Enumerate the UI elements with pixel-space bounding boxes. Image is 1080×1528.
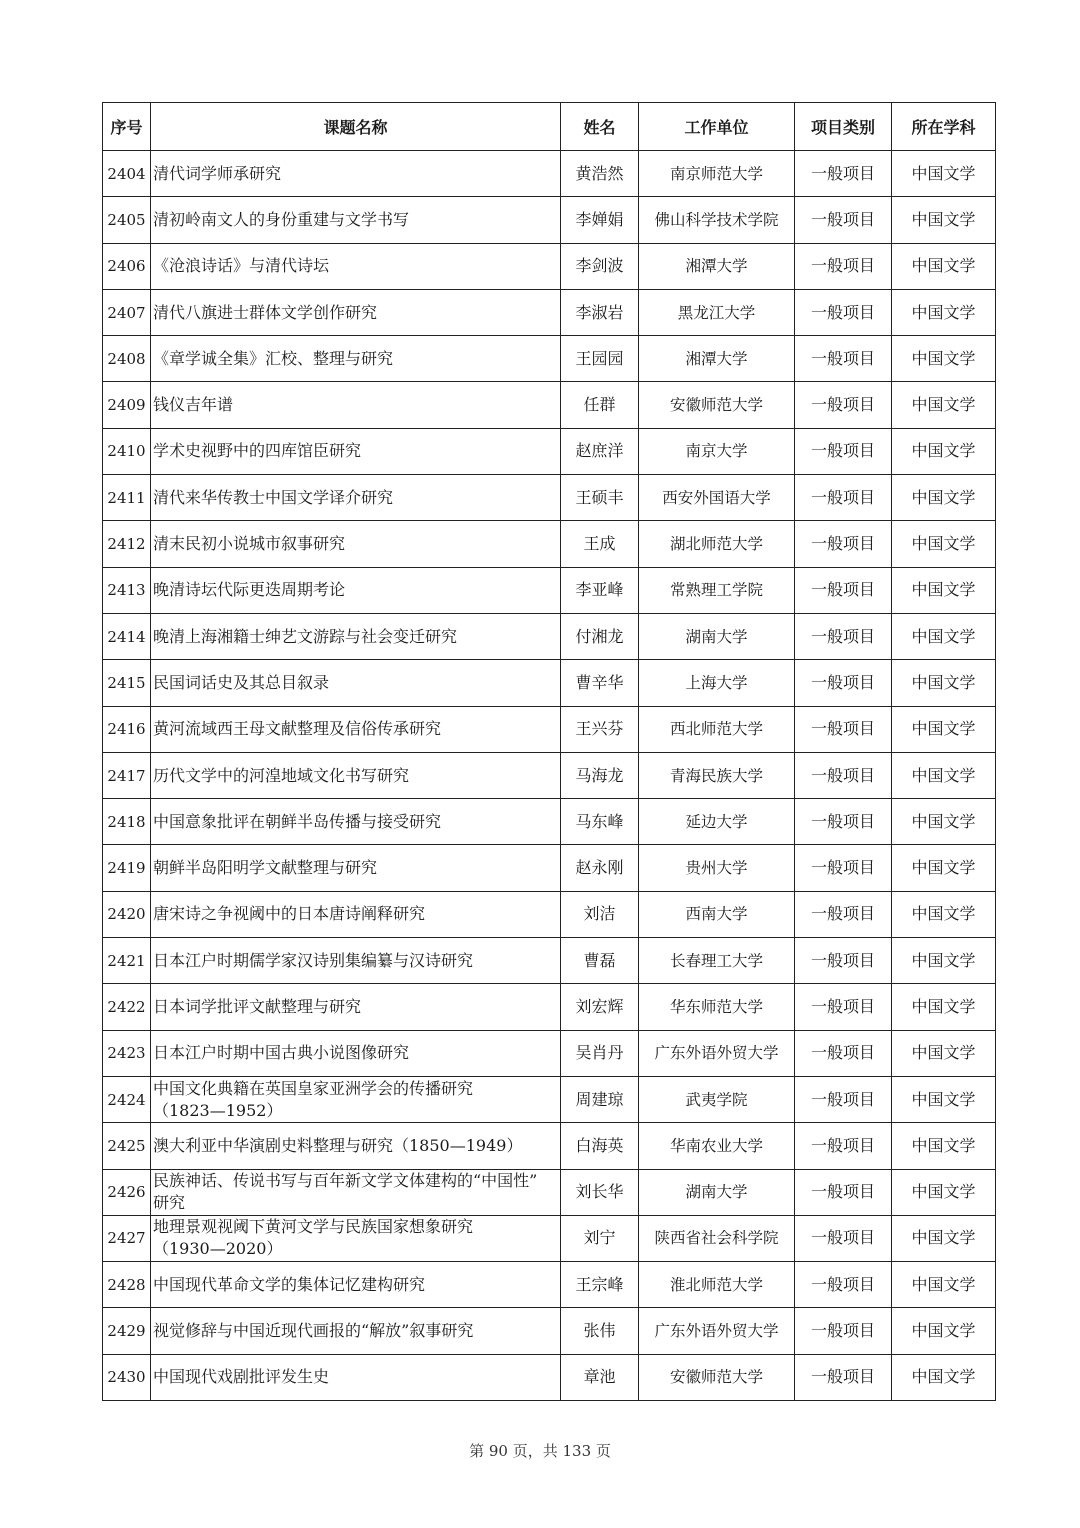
project-type: 一般项目: [795, 243, 892, 289]
project-title: [151, 1308, 561, 1354]
subject-area: 中国文学: [892, 1076, 996, 1122]
project-type: 一般项目: [795, 799, 892, 845]
subject-area: 中国文学: [892, 289, 996, 335]
project-title-line: 中国现代革命文学的集体记忆建构研究: [153, 1274, 426, 1294]
work-unit: 黑龙江大学: [639, 289, 795, 335]
project-type: 一般项目: [795, 428, 892, 474]
researcher-name: 王兴芬: [561, 706, 639, 752]
project-title: [151, 521, 561, 567]
project-title-line: 清代来华传教士中国文学译介研究: [153, 487, 394, 507]
row-number: 2426: [103, 1169, 151, 1215]
project-title: [151, 984, 561, 1030]
table-row: [103, 1354, 996, 1400]
project-title: [151, 1030, 561, 1076]
row-number: 2430: [103, 1354, 151, 1400]
subject-area: 中国文学: [892, 799, 996, 845]
project-title-line: 《沧浪诗话》与清代诗坛: [153, 256, 330, 276]
researcher-name: 王园园: [561, 336, 639, 382]
row-number: 2429: [103, 1308, 151, 1354]
table-row: [103, 799, 996, 845]
header-subject: 所在学科: [892, 103, 996, 151]
researcher-name: 章池: [561, 1354, 639, 1400]
table-row: [103, 289, 996, 335]
table-header: [103, 103, 996, 151]
project-type: 一般项目: [795, 706, 892, 752]
researcher-name: 张伟: [561, 1308, 639, 1354]
researcher-name: 刘宏辉: [561, 984, 639, 1030]
project-title: [151, 613, 561, 659]
table-row: [103, 1262, 996, 1308]
project-title-line: 澳大利亚中华演剧史料整理与研究（1850—1949）: [153, 1135, 523, 1155]
project-title-line: 朝鲜半岛阳明学文献整理与研究: [153, 858, 378, 878]
researcher-name: 白海英: [561, 1123, 639, 1169]
researcher-name: 曹辛华: [561, 660, 639, 706]
table-row: [103, 706, 996, 752]
researcher-name: 黄浩然: [561, 151, 639, 197]
project-title-line: 视觉修辞与中国近现代画报的“解放”叙事研究: [153, 1321, 474, 1341]
header-type: 项目类别: [795, 103, 892, 151]
project-type: 一般项目: [795, 1030, 892, 1076]
row-number: 2405: [103, 197, 151, 243]
project-title: [151, 289, 561, 335]
subject-area: 中国文学: [892, 197, 996, 243]
researcher-name: 王宗峰: [561, 1262, 639, 1308]
row-number: 2404: [103, 151, 151, 197]
table-row: [103, 197, 996, 243]
header-title: 课题名称: [151, 103, 561, 151]
subject-area: 中国文学: [892, 382, 996, 428]
project-title-line: 研究: [153, 1193, 186, 1213]
work-unit: 湘潭大学: [639, 336, 795, 382]
table-row: [103, 1169, 996, 1215]
project-title-line: 清末民初小说城市叙事研究: [153, 534, 346, 554]
project-title-line: 日本词学批评文献整理与研究: [153, 996, 362, 1016]
row-number: 2408: [103, 336, 151, 382]
work-unit: 长春理工大学: [639, 938, 795, 984]
row-number: 2420: [103, 891, 151, 937]
researcher-name: 任群: [561, 382, 639, 428]
project-type: 一般项目: [795, 1354, 892, 1400]
project-title-line: 历代文学中的河湟地域文化书写研究: [153, 765, 410, 785]
table-row: [103, 475, 996, 521]
project-type: 一般项目: [795, 752, 892, 798]
table-row: [103, 151, 996, 197]
work-unit: 广东外语外贸大学: [639, 1308, 795, 1354]
researcher-name: 李亚峰: [561, 567, 639, 613]
project-title-line: 学术史视野中的四库馆臣研究: [153, 441, 362, 461]
work-unit: 常熟理工学院: [639, 567, 795, 613]
researcher-name: 曹磊: [561, 938, 639, 984]
project-type: 一般项目: [795, 567, 892, 613]
project-type: 一般项目: [795, 197, 892, 243]
project-title: [151, 197, 561, 243]
work-unit: 湖南大学: [639, 1169, 795, 1215]
page-footer: 第 90 页，共 133 页: [469, 1442, 611, 1460]
project-title: [151, 845, 561, 891]
project-title-line: 地理景观视阈下黄河文学与民族国家想象研究: [153, 1217, 474, 1237]
table-row: [103, 567, 996, 613]
subject-area: 中国文学: [892, 845, 996, 891]
project-title: [151, 1215, 561, 1261]
row-number: 2411: [103, 475, 151, 521]
row-number: 2425: [103, 1123, 151, 1169]
project-type: 一般项目: [795, 1308, 892, 1354]
table-row: [103, 1215, 996, 1261]
subject-area: 中国文学: [892, 891, 996, 937]
work-unit: 延边大学: [639, 799, 795, 845]
row-number: 2414: [103, 613, 151, 659]
researcher-name: 周建琼: [561, 1076, 639, 1122]
row-number: 2419: [103, 845, 151, 891]
work-unit: 华南农业大学: [639, 1123, 795, 1169]
subject-area: 中国文学: [892, 752, 996, 798]
row-number: 2407: [103, 289, 151, 335]
researcher-name: 王硕丰: [561, 475, 639, 521]
project-title: [151, 151, 561, 197]
project-table: [102, 102, 996, 1401]
row-number: 2409: [103, 382, 151, 428]
project-title: [151, 1354, 561, 1400]
project-type: 一般项目: [795, 1076, 892, 1122]
project-title-line: 民国词话史及其总目叙录: [153, 672, 330, 692]
project-type: 一般项目: [795, 1169, 892, 1215]
project-type: 一般项目: [795, 382, 892, 428]
researcher-name: 马海龙: [561, 752, 639, 798]
table-row: [103, 660, 996, 706]
row-number: 2418: [103, 799, 151, 845]
work-unit: 青海民族大学: [639, 752, 795, 798]
project-title-line: 钱仪吉年谱: [153, 395, 234, 415]
project-title-line: 中国现代戏剧批评发生史: [153, 1367, 330, 1387]
project-title-line: 晚清上海湘籍士绅艺文游踪与社会变迁研究: [153, 626, 458, 646]
subject-area: 中国文学: [892, 428, 996, 474]
researcher-name: 李婵娟: [561, 197, 639, 243]
work-unit: 湖南大学: [639, 613, 795, 659]
table-row: [103, 1076, 996, 1122]
researcher-name: 吴肖丹: [561, 1030, 639, 1076]
project-title-line: 中国意象批评在朝鲜半岛传播与接受研究: [153, 811, 442, 831]
table-row: [103, 752, 996, 798]
project-type: 一般项目: [795, 151, 892, 197]
header-name: 姓名: [561, 103, 639, 151]
table-row: [103, 428, 996, 474]
work-unit: 湖北师范大学: [639, 521, 795, 567]
project-title: [151, 1262, 561, 1308]
row-number: 2412: [103, 521, 151, 567]
row-number: 2421: [103, 938, 151, 984]
project-title-line: 唐宋诗之争视阈中的日本唐诗阐释研究: [153, 904, 426, 924]
header-num: 序号: [103, 103, 151, 151]
project-title: [151, 475, 561, 521]
project-title: [151, 243, 561, 289]
project-title: [151, 567, 561, 613]
subject-area: 中国文学: [892, 567, 996, 613]
project-title: [151, 382, 561, 428]
work-unit: 上海大学: [639, 660, 795, 706]
subject-area: 中国文学: [892, 984, 996, 1030]
researcher-name: 付湘龙: [561, 613, 639, 659]
table-row: [103, 984, 996, 1030]
table-row: [103, 1308, 996, 1354]
researcher-name: 赵庶洋: [561, 428, 639, 474]
project-type: 一般项目: [795, 1215, 892, 1261]
row-number: 2416: [103, 706, 151, 752]
researcher-name: 赵永刚: [561, 845, 639, 891]
subject-area: 中国文学: [892, 151, 996, 197]
work-unit: 陕西省社会科学院: [639, 1215, 795, 1261]
row-number: 2417: [103, 752, 151, 798]
researcher-name: 李淑岩: [561, 289, 639, 335]
table-row: [103, 845, 996, 891]
subject-area: 中国文学: [892, 1308, 996, 1354]
project-title: [151, 336, 561, 382]
project-title: [151, 891, 561, 937]
researcher-name: 王成: [561, 521, 639, 567]
project-title-line: 黄河流域西王母文献整理及信俗传承研究: [153, 719, 442, 739]
work-unit: 广东外语外贸大学: [639, 1030, 795, 1076]
subject-area: 中国文学: [892, 1215, 996, 1261]
work-unit: 华东师范大学: [639, 984, 795, 1030]
work-unit: 武夷学院: [639, 1076, 795, 1122]
subject-area: 中国文学: [892, 475, 996, 521]
researcher-name: 马东峰: [561, 799, 639, 845]
row-number: 2415: [103, 660, 151, 706]
subject-area: 中国文学: [892, 1030, 996, 1076]
subject-area: 中国文学: [892, 706, 996, 752]
researcher-name: 刘宁: [561, 1215, 639, 1261]
work-unit: 西安外国语大学: [639, 475, 795, 521]
subject-area: 中国文学: [892, 521, 996, 567]
project-title-line: 清初岭南文人的身份重建与文学书写: [153, 209, 410, 229]
project-type: 一般项目: [795, 613, 892, 659]
project-type: 一般项目: [795, 938, 892, 984]
project-title-line: 日本江户时期中国古典小说图像研究: [153, 1043, 410, 1063]
table-row: [103, 891, 996, 937]
project-title-line: 晚清诗坛代际更迭周期考论: [153, 580, 346, 600]
table-row: [103, 382, 996, 428]
table-row: [103, 938, 996, 984]
table-row: [103, 336, 996, 382]
project-type: 一般项目: [795, 289, 892, 335]
work-unit: 南京师范大学: [639, 151, 795, 197]
header-unit: 工作单位: [639, 103, 795, 151]
project-title-line: 清代词学师承研究: [153, 163, 282, 183]
work-unit: 南京大学: [639, 428, 795, 474]
project-title: [151, 1076, 561, 1122]
project-title: [151, 1123, 561, 1169]
subject-area: 中国文学: [892, 1123, 996, 1169]
row-number: 2424: [103, 1076, 151, 1122]
project-title-line: 日本江户时期儒学家汉诗别集编纂与汉诗研究: [153, 950, 474, 970]
project-type: 一般项目: [795, 660, 892, 706]
subject-area: 中国文学: [892, 1262, 996, 1308]
project-title: [151, 799, 561, 845]
project-title: [151, 752, 561, 798]
work-unit: 西北师范大学: [639, 706, 795, 752]
row-number: 2423: [103, 1030, 151, 1076]
project-type: 一般项目: [795, 1123, 892, 1169]
project-title: [151, 938, 561, 984]
work-unit: 西南大学: [639, 891, 795, 937]
row-number: 2413: [103, 567, 151, 613]
researcher-name: 刘洁: [561, 891, 639, 937]
project-title: [151, 706, 561, 752]
work-unit: 贵州大学: [639, 845, 795, 891]
subject-area: 中国文学: [892, 660, 996, 706]
project-type: 一般项目: [795, 1262, 892, 1308]
project-title-line: （1823—1952）: [153, 1100, 283, 1120]
project-title-line: （1930—2020）: [153, 1239, 283, 1259]
header-row: [103, 103, 996, 151]
work-unit: 安徽师范大学: [639, 1354, 795, 1400]
project-type: 一般项目: [795, 336, 892, 382]
subject-area: 中国文学: [892, 336, 996, 382]
researcher-name: 李剑波: [561, 243, 639, 289]
subject-area: 中国文学: [892, 1354, 996, 1400]
project-type: 一般项目: [795, 475, 892, 521]
researcher-name: 刘长华: [561, 1169, 639, 1215]
subject-area: 中国文学: [892, 613, 996, 659]
project-title-line: 清代八旗进士群体文学创作研究: [153, 302, 378, 322]
row-number: 2406: [103, 243, 151, 289]
table-row: [103, 1123, 996, 1169]
table-body: [103, 151, 996, 1401]
subject-area: 中国文学: [892, 243, 996, 289]
table-row: [103, 613, 996, 659]
project-type: 一般项目: [795, 891, 892, 937]
row-number: 2422: [103, 984, 151, 1030]
subject-area: 中国文学: [892, 938, 996, 984]
project-title-line: 《章学诚全集》汇校、整理与研究: [153, 348, 394, 368]
project-type: 一般项目: [795, 984, 892, 1030]
project-title-line: 民族神话、传说书写与百年新文学文体建构的“中国性”: [153, 1171, 538, 1191]
table-row: [103, 521, 996, 567]
project-title: [151, 1169, 561, 1215]
table-row: [103, 1030, 996, 1076]
work-unit: 淮北师范大学: [639, 1262, 795, 1308]
table-row: [103, 243, 996, 289]
work-unit: 湘潭大学: [639, 243, 795, 289]
row-number: 2410: [103, 428, 151, 474]
project-type: 一般项目: [795, 521, 892, 567]
row-number: 2427: [103, 1215, 151, 1261]
project-title-line: 中国文化典籍在英国皇家亚洲学会的传播研究: [153, 1078, 474, 1098]
subject-area: 中国文学: [892, 1169, 996, 1215]
work-unit: 安徽师范大学: [639, 382, 795, 428]
project-title: [151, 428, 561, 474]
row-number: 2428: [103, 1262, 151, 1308]
work-unit: 佛山科学技术学院: [639, 197, 795, 243]
project-title: [151, 660, 561, 706]
project-type: 一般项目: [795, 845, 892, 891]
